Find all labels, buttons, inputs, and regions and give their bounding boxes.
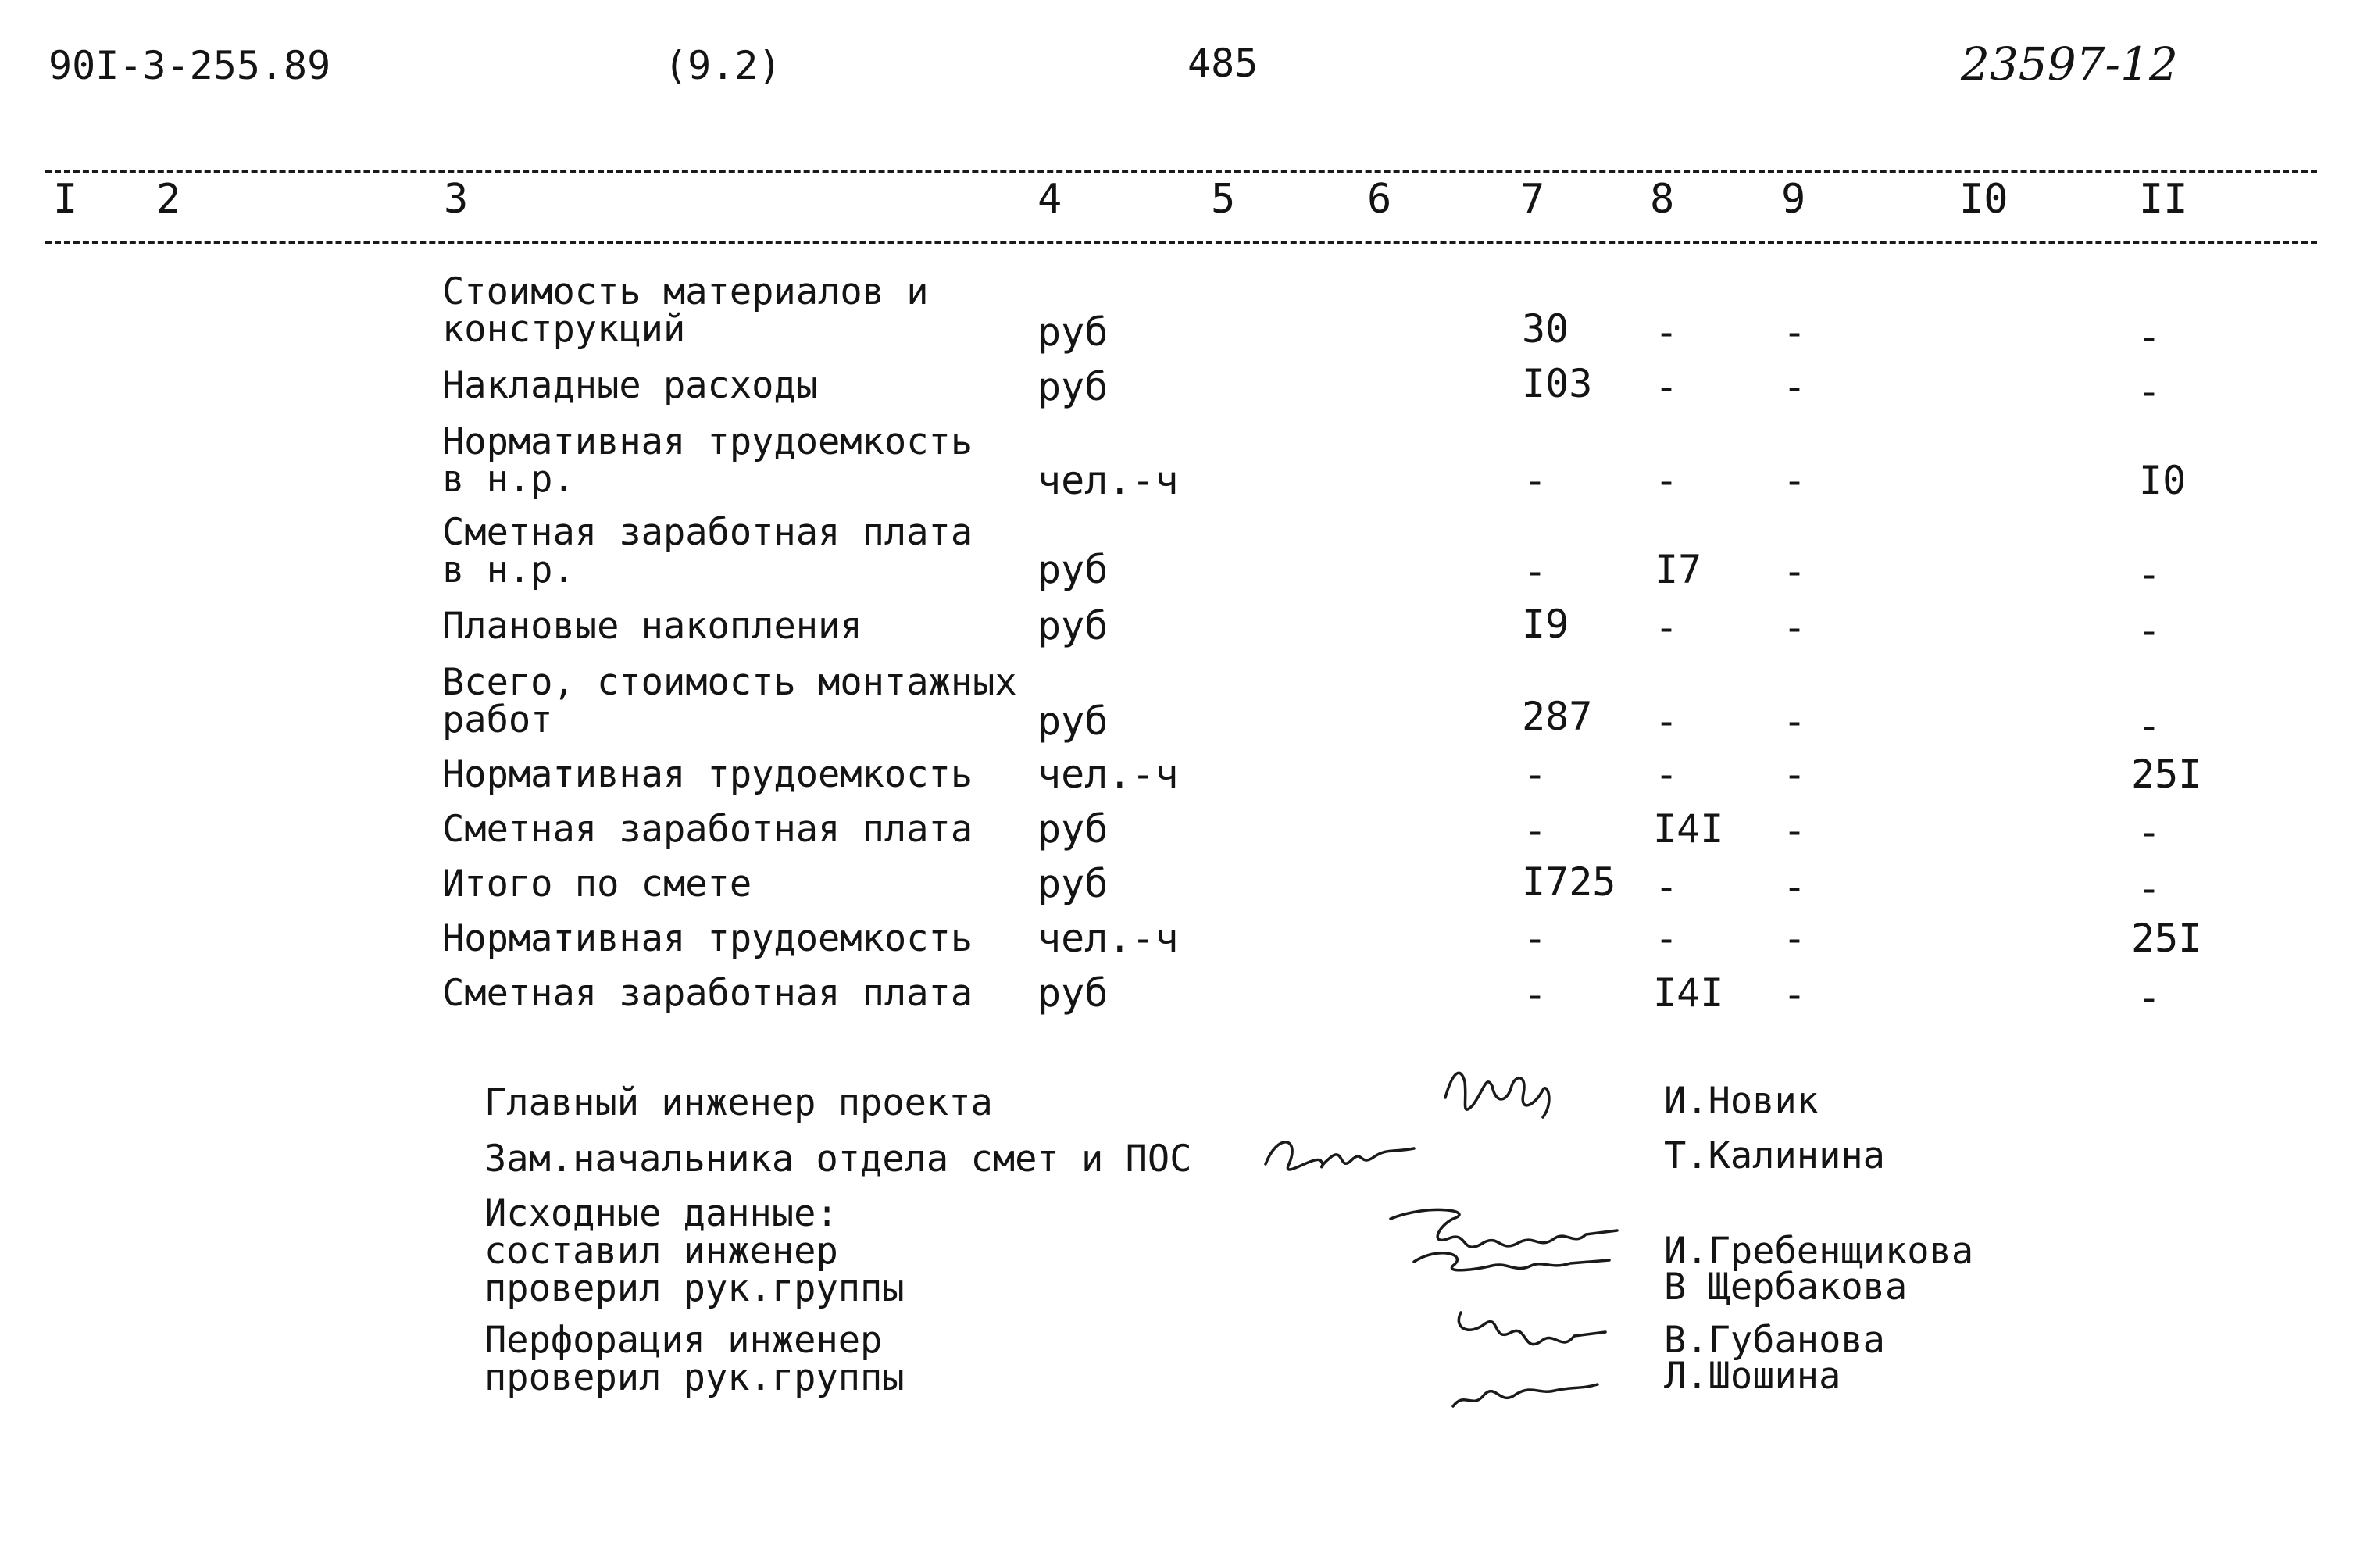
col11-cell: - [2137, 866, 2162, 911]
unit-cell: чел.-ч [1037, 752, 1179, 797]
col11-cell: - [2137, 314, 2162, 359]
col11-cell: - [2137, 975, 2162, 1020]
col8-cell: I4I [1653, 970, 1724, 1016]
unit-cell: руб [1037, 364, 1109, 409]
unit-cell: руб [1037, 603, 1109, 648]
col8-cell: - [1655, 864, 1679, 909]
row-label: Сметная заработная плата [442, 511, 973, 554]
page-number: 485 [1187, 41, 1259, 86]
col7-cell: 30 [1522, 306, 1569, 352]
col7-cell: - [1523, 808, 1548, 853]
column-header: 5 [1211, 176, 1236, 223]
row-label: в н.р. [442, 548, 575, 591]
col9-cell: - [1783, 698, 1807, 744]
role-label: проверил рук.группы [484, 1267, 905, 1310]
col11-cell: - [2137, 703, 2162, 748]
unit-cell: чел.-ч [1037, 458, 1179, 503]
col8-cell: - [1655, 916, 1679, 961]
col7-cell: - [1523, 916, 1548, 961]
column-header: 6 [1367, 176, 1392, 223]
col8-cell: - [1655, 458, 1679, 503]
row-label: в н.р. [442, 458, 575, 501]
section-number: (9.2) [664, 43, 782, 88]
column-header: 3 [444, 176, 469, 223]
col9-cell: - [1783, 972, 1807, 1017]
col8-cell: I4I [1653, 806, 1724, 852]
table-top-rule [45, 170, 2317, 173]
row-label: Нормативная трудоемкость [442, 753, 973, 796]
column-header: 9 [1781, 176, 1806, 223]
column-header: II [2139, 176, 2188, 223]
col9-cell: - [1783, 808, 1807, 853]
signer-name: И.Новик [1664, 1080, 1819, 1123]
col8-cell: - [1655, 309, 1679, 355]
col11-cell: - [2137, 552, 2162, 597]
row-label: Всего, стоимость монтажных [442, 661, 1017, 704]
col11-cell: 25I [2131, 752, 2202, 797]
col9-cell: - [1783, 864, 1807, 909]
col8-cell: - [1655, 752, 1679, 797]
col8-cell: - [1655, 364, 1679, 409]
col7-cell: - [1523, 548, 1548, 594]
signer-name: Л.Шошина [1664, 1355, 1841, 1398]
col8-cell: - [1655, 698, 1679, 744]
row-label: Нормативная трудоемкость [442, 420, 973, 463]
role-label: Исходные данные: [484, 1192, 838, 1235]
col11-cell: - [2137, 369, 2162, 414]
row-label: конструкций [442, 308, 686, 351]
unit-cell: руб [1037, 861, 1109, 906]
col8-cell: - [1655, 605, 1679, 650]
column-header: 2 [156, 176, 181, 223]
col9-cell: - [1783, 309, 1807, 355]
col9-cell: - [1783, 605, 1807, 650]
role-label: составил инженер [484, 1230, 838, 1273]
col9-cell: - [1783, 548, 1807, 594]
col7-cell: 287 [1522, 694, 1593, 739]
column-header: I0 [1959, 176, 2008, 223]
col11-cell: I0 [2139, 458, 2187, 503]
col7-cell: - [1523, 752, 1548, 797]
col7-cell: - [1523, 972, 1548, 1017]
unit-cell: руб [1037, 309, 1109, 355]
handwritten-signature [1258, 1125, 1422, 1180]
col9-cell: - [1783, 916, 1807, 961]
column-header: I [53, 176, 78, 223]
unit-cell: руб [1037, 547, 1109, 592]
col9-cell: - [1783, 752, 1807, 797]
row-label: Сметная заработная плата [442, 972, 973, 1015]
signer-name: И.Гребенщикова [1664, 1230, 1974, 1273]
role-label: Перфорация инженер [484, 1319, 883, 1362]
handwritten-signature [1437, 1297, 1625, 1422]
handwritten-signature [1383, 1199, 1633, 1293]
col11-cell: - [2137, 809, 2162, 855]
unit-cell: руб [1037, 970, 1109, 1016]
col11-cell: 25I [2131, 916, 2202, 961]
column-header: 7 [1520, 176, 1545, 223]
row-label: Стоимость материалов и [442, 270, 929, 313]
col7-cell: I03 [1522, 361, 1593, 406]
unit-cell: руб [1037, 806, 1109, 852]
col7-cell: I725 [1522, 859, 1616, 905]
col7-cell: - [1523, 458, 1548, 503]
row-label: работ [442, 698, 553, 741]
row-label: Сметная заработная плата [442, 808, 973, 851]
role-label: Зам.начальника отдела смет и ПОС [484, 1138, 1192, 1180]
row-label: Плановые накопления [442, 605, 862, 648]
row-label: Итого по смете [442, 863, 752, 905]
col9-cell: - [1783, 364, 1807, 409]
table-header-rule [45, 241, 2317, 244]
signer-name: Т.Калинина [1664, 1134, 1885, 1177]
col7-cell: I9 [1522, 602, 1569, 647]
col11-cell: - [2137, 608, 2162, 653]
col8-cell: I7 [1655, 547, 1702, 592]
inventory-number: 23597-12 [1961, 38, 2178, 91]
signer-name: В.Губанова [1664, 1319, 1885, 1362]
role-label: Главный инженер проекта [484, 1081, 993, 1124]
unit-cell: чел.-ч [1037, 916, 1179, 961]
document-code: 90I-3-255.89 [48, 43, 331, 88]
column-header: 8 [1650, 176, 1675, 223]
column-header: 4 [1037, 176, 1062, 223]
signer-name: В Щербакова [1664, 1266, 1908, 1309]
row-label: Накладные расходы [442, 364, 819, 407]
row-label: Нормативная трудоемкость [442, 917, 973, 960]
col9-cell: - [1783, 458, 1807, 503]
handwritten-signature [1437, 1059, 1578, 1129]
role-label: проверил рук.группы [484, 1356, 905, 1399]
unit-cell: руб [1037, 698, 1109, 744]
